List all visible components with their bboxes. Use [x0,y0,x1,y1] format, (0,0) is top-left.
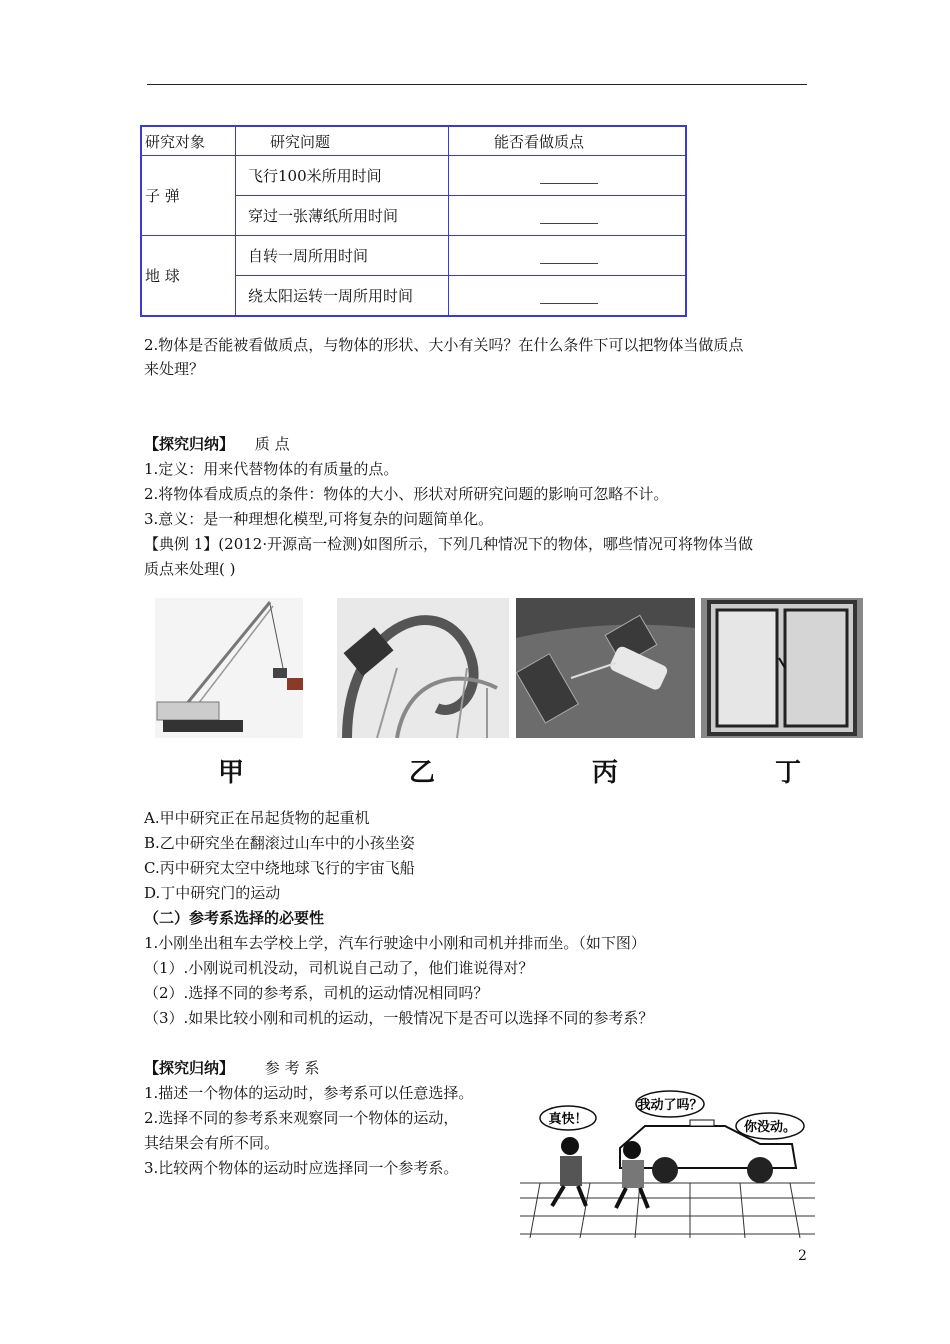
caption-yi: 乙 [409,758,436,788]
particle-table [140,125,687,317]
answer-blank[interactable] [540,289,598,304]
caption-ding: 丁 [775,758,802,788]
table-header-answer: 能否看做质点 [494,132,585,151]
answer-blank[interactable] [540,169,598,184]
section2-title: （二）参考系选择的必要性 [144,909,325,927]
summary1-topic: 质 点 [254,435,290,453]
summary2-heading: 【探究归纳】 [144,1059,235,1077]
table-header-subject: 研究对象 [141,126,236,156]
question-2-line1: 2.物体是否能被看做质点，与物体的形状、大小有关吗？在什么条件下可以把物体当做质点 [144,336,744,354]
cartoon-bubble-mid: 我动了吗？ [637,1098,703,1113]
table-cell-question: 自转一周所用时间 [236,236,449,276]
summary1-item: 1.定义：用来代替物体的有质量的点。 [144,460,399,478]
summary2-item: 3.比较两个物体的运动时应选择同一个参考系。 [144,1159,459,1177]
option-d: D.丁中研究门的运动 [144,884,281,902]
table-cell-question: 穿过一张薄纸所用时间 [236,196,449,236]
section2-sub: （2）.选择不同的参考系，司机的运动情况相同吗？ [144,984,489,1002]
answer-blank[interactable] [540,209,598,224]
cartoon-bubble-left: 真快！ [548,1112,588,1127]
door-image [701,598,863,738]
example-line2: 质点来处理( ) [144,560,236,578]
page-number: 2 [798,1248,807,1264]
summary2-heading-row [144,1056,319,1080]
cartoon-bubble-right: 你没动。 [743,1120,797,1135]
table-cell-answer[interactable] [449,236,687,276]
summary1-item: 2.将物体看成质点的条件：物体的大小、形状对所研究问题的影响可忽略不计。 [144,485,669,503]
table-cell-question: 绕太阳运转一周所用时间 [236,276,449,317]
summary1-heading: 【探究归纳】 [144,435,235,453]
summary2-topic: 参 考 系 [264,1059,320,1077]
section2-question: 1.小刚坐出租车去学校上学，汽车行驶途中小刚和司机并排而坐。（如下图） [144,934,646,952]
table-cell-answer[interactable] [449,156,687,196]
spacecraft-image [516,598,695,738]
table-cell-answer[interactable] [449,196,687,236]
caption-bing: 丙 [592,758,619,788]
example-line1: 【典例 1】(2012·开源高一检测)如图所示，下列几种情况下的物体，哪些情况可将物体当做 [144,535,753,553]
summary2-item: 1.描述一个物体的运动时，参考系可以任意选择。 [144,1084,474,1102]
option-b: B.乙中研究坐在翻滚过山车中的小孩坐姿 [144,834,415,852]
table-subject-bullet: 子 弹 [141,156,236,236]
table-cell-answer[interactable] [449,276,687,317]
caption-jia: 甲 [218,758,245,788]
answer-blank[interactable] [540,249,598,264]
option-c: C.丙中研究太空中绕地球飞行的宇宙飞船 [144,859,415,877]
option-a: A.甲中研究正在吊起货物的起重机 [144,809,370,827]
summary2-item: 其结果会有所不同。 [144,1134,280,1152]
summary2-item: 2.选择不同的参考系来观察同一个物体的运动， [144,1109,459,1127]
table-subject-earth: 地 球 [141,236,236,317]
summary1-heading-row [144,432,290,456]
question-2-line2: 来处理？ [144,360,205,378]
summary1-item: 3.意义：是一种理想化模型,可将复杂的问题简单化。 [144,510,494,528]
table-header-question: 研究问题 [270,132,331,151]
table-cell-question: 飞行100米所用时间 [236,156,449,196]
taxi-cartoon-image [520,1088,815,1238]
section2-sub: （3）.如果比较小刚和司机的运动，一般情况下是否可以选择不同的参考系？ [144,1009,654,1027]
crane-image [155,598,303,738]
section2-sub: （1）.小刚说司机没动，司机说自己动了，他们谁说得对？ [144,959,534,977]
header-rule [147,84,807,85]
rollercoaster-image [337,598,509,738]
